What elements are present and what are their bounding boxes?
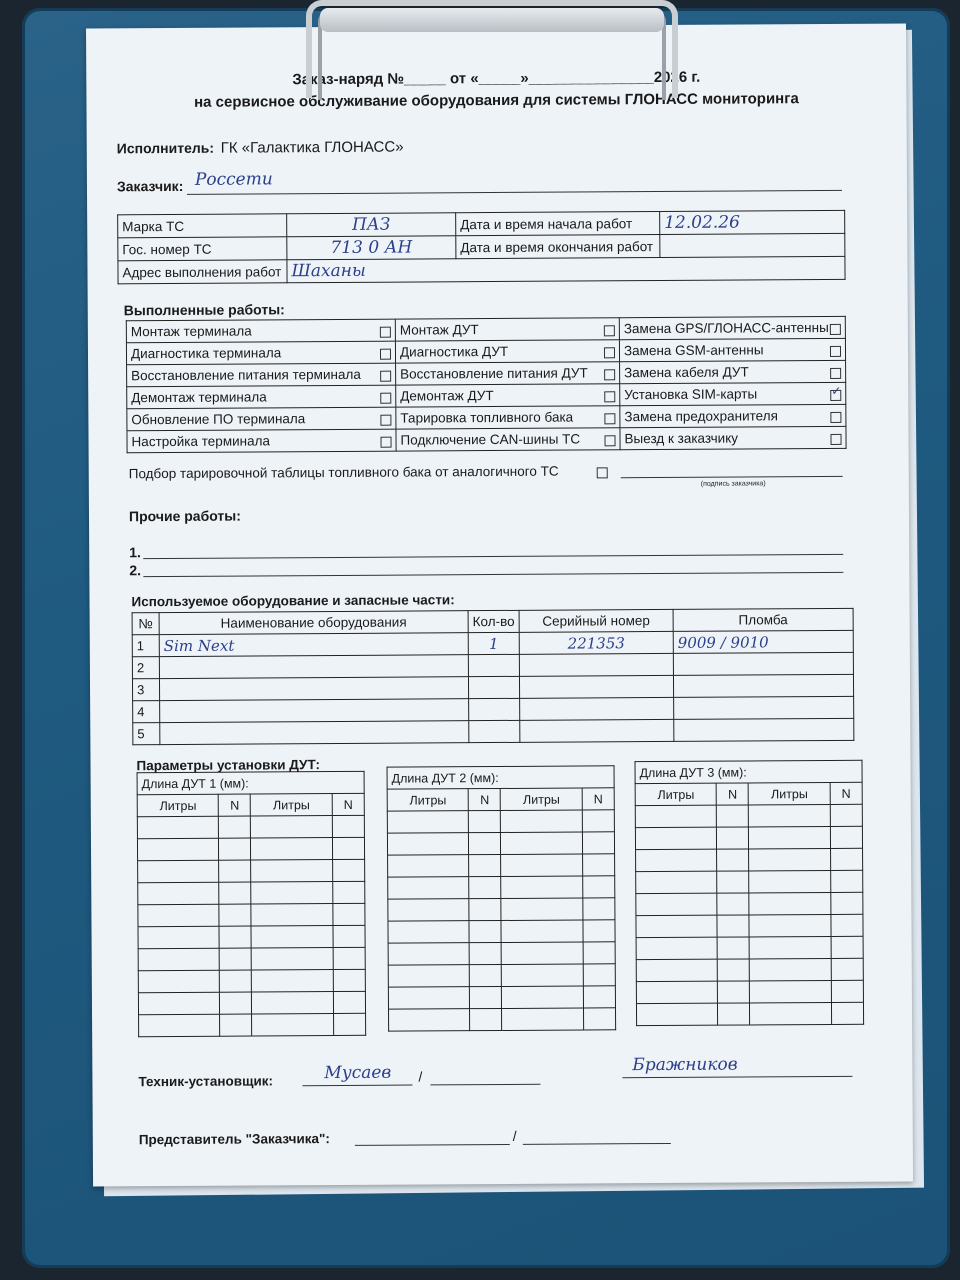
work-checkbox[interactable]: [604, 391, 615, 402]
dut-column-header: N: [582, 788, 614, 810]
dut-cell[interactable]: [636, 893, 718, 915]
table-row: [636, 980, 863, 1003]
work-item: [619, 338, 845, 361]
dut-cell[interactable]: [582, 810, 614, 832]
work-item: [620, 360, 846, 383]
technician-name-line: [430, 1084, 540, 1086]
dut-column-header: Литры: [251, 794, 333, 816]
dut-cell[interactable]: [718, 959, 750, 981]
works-title: Выполненные работы:: [123, 301, 285, 319]
equipment-cell: 221353: [519, 631, 673, 654]
dut-cell[interactable]: [469, 854, 501, 876]
work-item-label: Замена кабеля ДУТ: [624, 364, 749, 381]
table-row: [636, 848, 863, 871]
vehicle-table: [117, 210, 845, 284]
work-item-label: Обновление ПО терминала: [131, 411, 306, 428]
dut-cell[interactable]: [252, 948, 334, 970]
dut-cell[interactable]: [750, 958, 832, 980]
address-value: Шаханы: [287, 256, 845, 282]
dut-cell[interactable]: [388, 921, 470, 943]
dut-cell[interactable]: [635, 805, 717, 827]
equipment-table: [132, 608, 855, 745]
table-row: [138, 925, 365, 948]
other-works-title: Прочие работы:: [128, 507, 241, 525]
work-item: [395, 318, 619, 341]
dut-cell[interactable]: [831, 892, 863, 914]
work-checkbox[interactable]: [604, 369, 615, 380]
equipment-cell: [519, 653, 673, 676]
dut-cell[interactable]: [636, 937, 718, 959]
customer-label: Заказчик:: [116, 177, 184, 195]
dut-cell[interactable]: [138, 970, 220, 992]
equipment-cell: [469, 720, 520, 742]
dut-cell[interactable]: [718, 981, 750, 1003]
work-checkbox[interactable]: [604, 347, 615, 358]
dut-cell[interactable]: [583, 964, 615, 986]
equipment-cell: [673, 674, 853, 697]
equipment-cell: 3: [132, 679, 159, 701]
dut-column-header: N: [830, 782, 862, 804]
equipment-cell: [160, 721, 469, 745]
dut-cell[interactable]: [139, 1014, 221, 1036]
work-checkbox[interactable]: [380, 371, 391, 382]
equipment-cell: [469, 698, 520, 720]
dut-cell[interactable]: [749, 892, 831, 914]
dut-cell[interactable]: [502, 986, 584, 1008]
dut-cell[interactable]: [388, 987, 470, 1009]
dut-table: [387, 765, 617, 1031]
start-value: 12.02.26: [660, 210, 845, 234]
table-row: [388, 876, 615, 899]
rep-label: Представитель "Заказчика":: [138, 1131, 330, 1148]
work-checkbox[interactable]: [830, 324, 841, 335]
dut-cell[interactable]: [333, 881, 365, 903]
table-row: [138, 881, 365, 904]
equipment-cell: [159, 655, 468, 679]
dut-cell[interactable]: [220, 992, 252, 1014]
technician-label: Техник-установщик:: [138, 1073, 274, 1090]
table-row: [388, 942, 615, 965]
dut-cell[interactable]: [332, 815, 364, 837]
dut-cell[interactable]: [138, 882, 220, 904]
dut-cell[interactable]: [831, 936, 863, 958]
dut-cell[interactable]: [501, 810, 583, 832]
equipment-cell: [674, 696, 854, 719]
work-item-label: Установка SIM-карты: [624, 386, 758, 403]
dut-cell[interactable]: [470, 942, 502, 964]
dut-cell[interactable]: [502, 1008, 584, 1030]
dut-cell[interactable]: [333, 991, 365, 1013]
table-row: [138, 903, 365, 926]
dut-cell[interactable]: [636, 959, 718, 981]
dut-cell[interactable]: [831, 870, 863, 892]
dut-column-header: Литры: [635, 783, 717, 805]
work-item: [396, 406, 620, 429]
dut-cell[interactable]: [219, 838, 251, 860]
dut-length-label: Длина ДУТ 1 (мм):: [137, 771, 364, 794]
dut-cell[interactable]: [219, 904, 251, 926]
equipment-cell: Sim Next: [159, 633, 468, 657]
dut-cell[interactable]: [138, 948, 220, 970]
dut-length-label: Длина ДУТ 2 (мм):: [387, 766, 614, 789]
dut-cell[interactable]: [251, 904, 333, 926]
work-checkbox[interactable]: [830, 346, 841, 357]
dut-cell[interactable]: [333, 947, 365, 969]
dut-cell[interactable]: [830, 804, 862, 826]
work-item-label: Диагностика ДУТ: [399, 343, 509, 360]
work-item-label: Восстановление питания терминала: [131, 366, 361, 384]
equipment-header: Наименование оборудования: [159, 611, 468, 635]
dut-cell[interactable]: [830, 826, 862, 848]
dut-column-header: Литры: [137, 794, 219, 816]
technician-sign-line: [302, 1085, 412, 1087]
dut-cell[interactable]: [469, 832, 501, 854]
dut-cell[interactable]: [388, 899, 470, 921]
dut-cell[interactable]: [138, 904, 220, 926]
equipment-cell: [673, 652, 853, 675]
dut-cell[interactable]: [219, 816, 251, 838]
dut-cell[interactable]: [469, 920, 501, 942]
dut-cell[interactable]: [501, 876, 583, 898]
dut-cell[interactable]: [717, 805, 749, 827]
calibration-checkbox[interactable]: [597, 468, 608, 479]
dut-cell[interactable]: [583, 942, 615, 964]
dut-cell[interactable]: [251, 860, 333, 882]
dut-cell[interactable]: [749, 804, 831, 826]
calibration-sign-line: [621, 476, 843, 478]
work-item-label: Подключение CAN-шины ТС: [400, 431, 581, 448]
dut-cell[interactable]: [582, 832, 614, 854]
dut-cell[interactable]: [749, 848, 831, 870]
dut-cell[interactable]: [501, 832, 583, 854]
other-line-1: [143, 554, 843, 559]
work-item: [126, 341, 395, 365]
dut-cell[interactable]: [333, 903, 365, 925]
work-item-label: Монтаж терминала: [130, 323, 252, 340]
dut-cell[interactable]: [636, 849, 718, 871]
dut-cell[interactable]: [749, 914, 831, 936]
plate-value: 713 0 АН: [287, 236, 456, 260]
dut-column-header: N: [717, 783, 749, 805]
dut-cell[interactable]: [469, 810, 501, 832]
work-item: [127, 407, 396, 431]
dut-cell[interactable]: [749, 870, 831, 892]
dut-cell[interactable]: [636, 915, 718, 937]
dut-cell[interactable]: [219, 882, 251, 904]
dut-cell[interactable]: [830, 848, 862, 870]
work-item: [126, 319, 395, 343]
equipment-cell: 4: [133, 701, 160, 723]
work-item: [127, 385, 396, 409]
technician-signature: Мусаев: [324, 1062, 392, 1084]
table-row: [636, 870, 863, 893]
work-checkbox[interactable]: [604, 325, 615, 336]
dut-cell[interactable]: [387, 833, 469, 855]
dut-cell[interactable]: [220, 948, 252, 970]
equipment-cell: [519, 675, 673, 698]
work-checkbox[interactable]: [380, 393, 391, 404]
equipment-cell: [520, 719, 674, 742]
dut-table: [634, 760, 864, 1026]
table-row: [387, 810, 614, 833]
work-item-label: Тарировка топливного бака: [400, 409, 574, 426]
dut-cell[interactable]: [388, 943, 470, 965]
equipment-header: Кол-во: [468, 610, 519, 632]
table-row: [635, 826, 862, 849]
dut-column-header: Литры: [387, 789, 469, 811]
dut-cell[interactable]: [717, 893, 749, 915]
table-row: [636, 936, 863, 959]
dut-cell[interactable]: [501, 920, 583, 942]
dut-cell[interactable]: [750, 980, 832, 1002]
form-title-line2: на сервисное обслуживание оборудования для системы ГЛОНАСС мониторинга: [194, 90, 799, 111]
start-label: Дата и время начала работ: [456, 212, 660, 236]
table-row: [388, 898, 615, 921]
dut-cell[interactable]: [138, 860, 220, 882]
dut-cell[interactable]: [831, 958, 863, 980]
work-checkbox[interactable]: [380, 415, 391, 426]
calibration-label: Подбор тарировочной таблицы топливного бака от аналогичного ТС: [128, 463, 559, 482]
calibration-sign-caption: (подпись заказчика): [700, 480, 766, 488]
dut-cell[interactable]: [717, 849, 749, 871]
work-item-label: Диагностика терминала: [130, 345, 282, 362]
dut-cell[interactable]: [831, 1002, 863, 1024]
work-checkbox[interactable]: [830, 390, 841, 401]
dut-cell[interactable]: [251, 926, 333, 948]
work-item: [127, 429, 396, 453]
dut-cell[interactable]: [469, 876, 501, 898]
dut-cell[interactable]: [718, 1003, 750, 1025]
dut-cell[interactable]: [387, 811, 469, 833]
dut-column-header: N: [332, 793, 364, 815]
table-row: [387, 832, 614, 855]
work-item: [396, 428, 620, 451]
rep-slash: /: [512, 1127, 517, 1144]
table-row: [137, 837, 364, 860]
form-title-line1: Заказ-наряд №_____ от «_____»_______________2026 г.: [292, 68, 701, 89]
table-row: [636, 914, 863, 937]
dut-cell[interactable]: [831, 914, 863, 936]
dut-cell[interactable]: [470, 964, 502, 986]
table-row: [388, 920, 615, 943]
executor-value: ГК «Галактика ГЛОНАСС»: [220, 138, 404, 157]
dut-cell[interactable]: [635, 827, 717, 849]
dut-cell[interactable]: [718, 937, 750, 959]
dut-cell[interactable]: [220, 1014, 252, 1036]
table-row: [138, 969, 365, 992]
work-checkbox[interactable]: [380, 349, 391, 360]
work-item-label: Демонтаж терминала: [131, 389, 267, 406]
work-order-form: [86, 23, 913, 1186]
customer-line: [187, 190, 842, 195]
clipboard-clip-bar: [320, 8, 664, 32]
dut-cell[interactable]: [469, 898, 501, 920]
work-item-label: Замена предохранителя: [624, 408, 778, 425]
rep-name-line: [523, 1143, 671, 1145]
dut-cell[interactable]: [333, 1013, 365, 1035]
dut-column-header: N: [469, 788, 501, 810]
other-item-1: 1.: [129, 544, 141, 561]
table-row: [138, 859, 365, 882]
works-table: [126, 316, 847, 453]
dut-cell[interactable]: [502, 964, 584, 986]
dut-cell[interactable]: [717, 871, 749, 893]
work-item: [396, 362, 620, 385]
work-checkbox[interactable]: [830, 434, 841, 445]
dut-cell[interactable]: [219, 860, 251, 882]
dut-cell[interactable]: [831, 980, 863, 1002]
equipment-cell: 1: [132, 635, 159, 657]
dut-cell[interactable]: [252, 1014, 334, 1036]
dut-cell[interactable]: [220, 970, 252, 992]
table-row: [388, 854, 615, 877]
dut-cell[interactable]: [333, 925, 365, 947]
equipment-cell: [160, 699, 469, 723]
table-row: [388, 964, 615, 987]
table-row: [389, 1008, 616, 1031]
dut-table: [137, 771, 367, 1037]
end-value: [660, 233, 845, 257]
table-row: [636, 1002, 863, 1025]
dut-cell[interactable]: [252, 970, 334, 992]
work-item-label: Замена GPS/ГЛОНАСС-антенны: [623, 319, 829, 337]
dut-cell[interactable]: [251, 882, 333, 904]
executor-label: Исполнитель:: [116, 139, 215, 157]
work-item-label: Восстановление питания ДУТ: [400, 365, 588, 382]
equipment-cell: [468, 654, 519, 676]
dut-cell[interactable]: [388, 877, 470, 899]
equipment-cell: 1: [468, 632, 519, 654]
work-item: [619, 316, 845, 339]
second-sign-line: [622, 1076, 852, 1078]
table-row: [138, 947, 365, 970]
work-checkbox[interactable]: [605, 435, 616, 446]
dut-cell[interactable]: [333, 859, 365, 881]
dut-cell[interactable]: [138, 926, 220, 948]
dut-column-header: Литры: [749, 782, 831, 804]
dut-cell[interactable]: [636, 981, 718, 1003]
work-item-label: Замена GSM-антенны: [623, 342, 764, 359]
table-row: [636, 892, 863, 915]
work-checkbox[interactable]: [830, 368, 841, 379]
dut-cell[interactable]: [252, 992, 334, 1014]
work-checkbox[interactable]: [604, 413, 615, 424]
table-row: [138, 991, 365, 1014]
dut-cell[interactable]: [750, 1002, 832, 1024]
dut-cell[interactable]: [582, 854, 614, 876]
dut-cell[interactable]: [749, 826, 831, 848]
dut-cell[interactable]: [750, 936, 832, 958]
table-row: [388, 986, 615, 1009]
dut-cell[interactable]: [583, 898, 615, 920]
equipment-header: Пломба: [673, 608, 853, 631]
end-label: Дата и время окончания работ: [456, 235, 660, 259]
dut-cell[interactable]: [470, 986, 502, 1008]
brand-value: ПАЗ: [287, 213, 456, 237]
address-label: Адрес выполнения работ: [118, 260, 287, 284]
dut-cell[interactable]: [251, 838, 333, 860]
equipment-cell: 9009 / 9010: [673, 630, 853, 653]
table-row: [137, 815, 364, 838]
dut-cell[interactable]: [636, 871, 718, 893]
dut-cell[interactable]: [388, 965, 470, 987]
work-item-label: Демонтаж ДУТ: [400, 388, 494, 404]
dut-cell[interactable]: [717, 827, 749, 849]
work-item-label: Монтаж ДУТ: [399, 322, 479, 338]
dut-cell[interactable]: [583, 986, 615, 1008]
equipment-cell: 2: [132, 657, 159, 679]
work-item-label: Выезд к заказчику: [624, 430, 739, 447]
work-checkbox[interactable]: [381, 437, 392, 448]
dut-column-header: N: [219, 794, 251, 816]
table-row: [636, 958, 863, 981]
technician-name: Бражников: [632, 1054, 738, 1076]
work-checkbox[interactable]: [830, 412, 841, 423]
work-item-label: Настройка терминала: [131, 433, 271, 450]
dut-cell[interactable]: [470, 1008, 502, 1030]
equipment-cell: [159, 677, 468, 701]
equipment-header: Серийный номер: [519, 609, 673, 632]
dut-length-label: Длина ДУТ 3 (мм):: [635, 760, 862, 783]
dut-cell[interactable]: [501, 898, 583, 920]
equipment-cell: [468, 676, 519, 698]
other-line-2: [143, 572, 843, 577]
equipment-cell: [674, 718, 854, 741]
work-item: [620, 382, 846, 405]
dut-cell[interactable]: [583, 876, 615, 898]
equipment-cell: 5: [133, 723, 160, 745]
equipment-header: №: [132, 613, 159, 635]
dut-cell[interactable]: [583, 1008, 615, 1030]
work-item: [395, 340, 619, 363]
plate-label: Гос. номер ТС: [118, 237, 287, 261]
dut-cell[interactable]: [138, 992, 220, 1014]
dut-cell[interactable]: [333, 969, 365, 991]
work-item: [620, 404, 846, 427]
dut-cell[interactable]: [388, 855, 470, 877]
dut-cell[interactable]: [583, 920, 615, 942]
dut-title: Параметры установки ДУТ:: [136, 757, 321, 774]
dut-cell[interactable]: [332, 837, 364, 859]
table-row: [635, 804, 862, 827]
other-item-2: 2.: [129, 562, 142, 579]
dut-cell[interactable]: [717, 915, 749, 937]
brand-label: Марка ТС: [118, 214, 287, 238]
customer-value: Россети: [194, 169, 273, 190]
dut-cell[interactable]: [137, 838, 219, 860]
rep-sign-line: [355, 1144, 510, 1146]
dut-cell[interactable]: [389, 1009, 471, 1031]
dut-cell[interactable]: [219, 926, 251, 948]
dut-cell[interactable]: [137, 816, 219, 838]
work-checkbox[interactable]: [380, 327, 391, 338]
technician-slash: /: [418, 1068, 423, 1085]
dut-column-header: Литры: [501, 788, 583, 810]
table-row: [133, 718, 854, 744]
dut-cell[interactable]: [251, 816, 333, 838]
dut-cell[interactable]: [501, 854, 583, 876]
work-item: [396, 384, 620, 407]
table-row: [139, 1013, 366, 1036]
equipment-title: Используемое оборудование и запасные части:: [131, 592, 455, 610]
dut-cell[interactable]: [636, 1003, 718, 1025]
dut-cell[interactable]: [502, 942, 584, 964]
equipment-cell: [520, 697, 674, 720]
work-item: [620, 426, 846, 449]
work-item: [127, 363, 396, 387]
